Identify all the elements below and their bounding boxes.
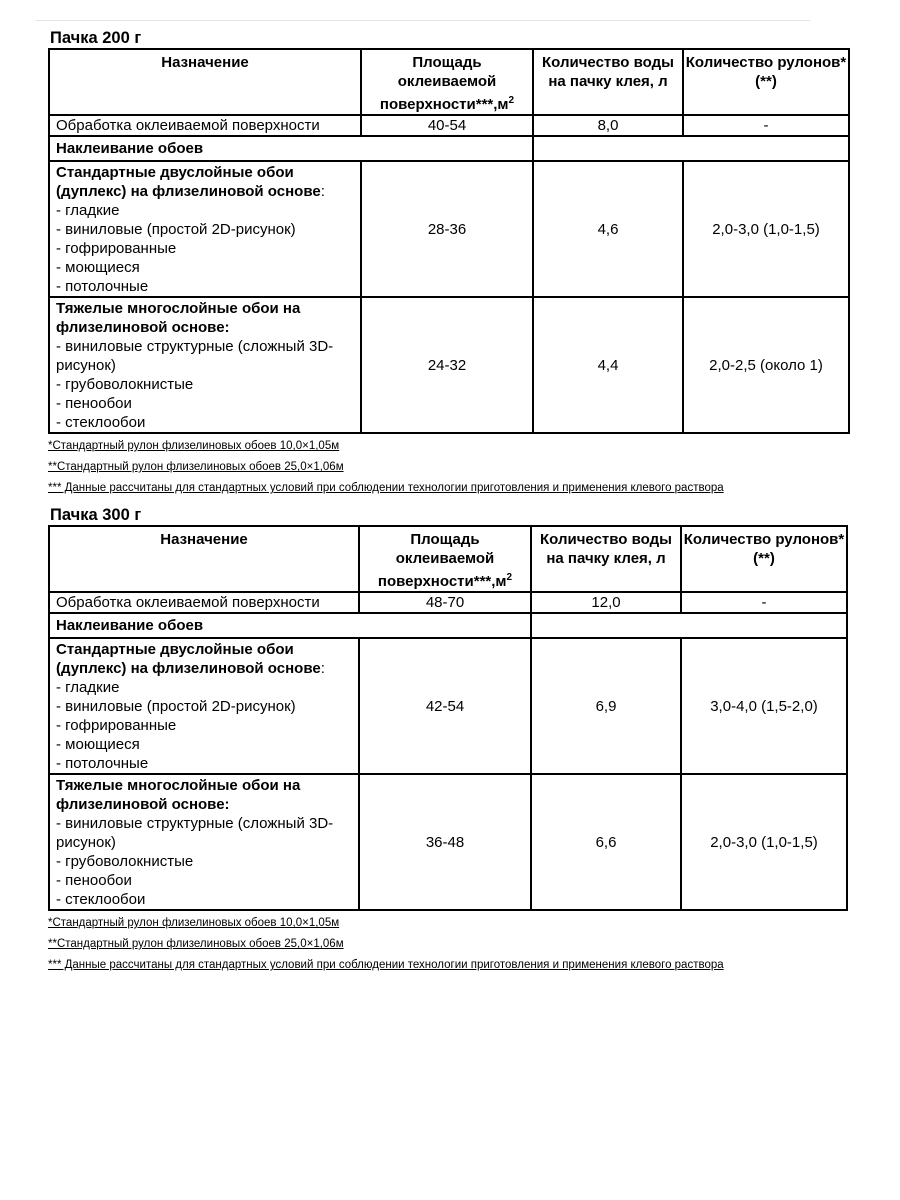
header-water: Количество воды на пачку клея, л <box>533 49 683 115</box>
cell-water: 4,4 <box>533 297 683 433</box>
group-title: Тяжелые многослойные обои на флизелиновой основе: <box>56 777 301 813</box>
footnote: *Стандартный рулон флизелиновых обоев 10,0×1,05м <box>48 917 340 929</box>
cell-area: 42-54 <box>359 638 531 774</box>
section-row <box>49 136 849 161</box>
list-item: - моющиеся <box>56 736 140 753</box>
top-divider <box>36 20 810 21</box>
cell-area: 36-48 <box>359 774 531 910</box>
list-item: - гладкие <box>56 202 120 219</box>
list-item: - стеклообои <box>56 891 146 908</box>
header-rolls: Количество рулонов*(**) <box>681 526 847 592</box>
cell-rolls: - <box>683 115 849 136</box>
footnote: *** Данные рассчитаны для стандартных условий при соблюдении технологии приготовления и применения клевого раствора <box>48 482 724 494</box>
section-label: Наклеивание обоев <box>49 613 531 638</box>
header-purpose: Назначение <box>49 526 359 592</box>
cell-area: 24-32 <box>361 297 533 433</box>
list-item: - гофрированные <box>56 240 177 257</box>
section-title: Пачка 300 г <box>50 506 142 524</box>
section-label: Наклеивание обоев <box>49 136 533 161</box>
cell-rolls: - <box>681 592 847 613</box>
section-row <box>49 613 847 638</box>
wallpaper-group-cell <box>49 774 359 910</box>
table-row <box>49 638 847 774</box>
wallpaper-group-cell <box>49 297 361 433</box>
cell-water: 6,9 <box>531 638 681 774</box>
pack-200-section <box>48 29 850 502</box>
cell-water: 8,0 <box>533 115 683 136</box>
header-row <box>49 526 847 592</box>
row-label: Обработка оклеиваемой поверхности <box>49 115 361 136</box>
cell-area: 48-70 <box>359 592 531 613</box>
table-row <box>49 592 847 613</box>
cell-water: 6,6 <box>531 774 681 910</box>
footnote: **Стандартный рулон флизелиновых обоев 25,0×1,06м <box>48 938 344 950</box>
footnote: *** Данные рассчитаны для стандартных условий при соблюдении технологии приготовления и применения клевого раствора <box>48 959 724 971</box>
section-empty-cell <box>531 613 847 638</box>
list-item: - стеклообои <box>56 414 146 431</box>
adhesive-table <box>48 48 850 434</box>
adhesive-table <box>48 525 848 911</box>
group-title: Тяжелые многослойные обои на флизелиновой основе: <box>56 300 301 336</box>
group-title: Стандартные двуслойные обои (дуплекс) на флизелиновой основе: <box>56 641 325 677</box>
section-empty-cell <box>533 136 849 161</box>
table-row <box>49 161 849 297</box>
cell-rolls: 2,0-3,0 (1,0-1,5) <box>683 161 849 297</box>
cell-rolls: 3,0-4,0 (1,5-2,0) <box>681 638 847 774</box>
list-item: - виниловые (простой 2D-рисунок) <box>56 698 296 715</box>
list-item: - виниловые структурные (сложный 3D-рисунок) <box>56 338 334 374</box>
list-item: - грубоволокнистые <box>56 376 194 393</box>
wallpaper-group-cell <box>49 638 359 774</box>
cell-rolls: 2,0-2,5 (около 1) <box>683 297 849 433</box>
list-item: - грубоволокнистые <box>56 853 194 870</box>
list-item: - пенообои <box>56 395 132 412</box>
cell-water: 12,0 <box>531 592 681 613</box>
cell-area: 28-36 <box>361 161 533 297</box>
cell-rolls: 2,0-3,0 (1,0-1,5) <box>681 774 847 910</box>
list-item: - потолочные <box>56 278 149 295</box>
list-item: - моющиеся <box>56 259 140 276</box>
cell-area: 40-54 <box>361 115 533 136</box>
wallpaper-group-cell <box>49 161 361 297</box>
list-item: - потолочные <box>56 755 149 772</box>
list-item: - гладкие <box>56 679 120 696</box>
footnotes <box>48 916 848 979</box>
header-water: Количество воды на пачку клея, л <box>531 526 681 592</box>
table-row <box>49 774 847 910</box>
pack-300-section <box>48 506 848 979</box>
list-item: - пенообои <box>56 872 132 889</box>
table-row <box>49 297 849 433</box>
list-item: - виниловые структурные (сложный 3D-рисунок) <box>56 815 334 851</box>
header-row <box>49 49 849 115</box>
list-item: - виниловые (простой 2D-рисунок) <box>56 221 296 238</box>
table-row <box>49 115 849 136</box>
row-label: Обработка оклеиваемой поверхности <box>49 592 359 613</box>
cell-water: 4,6 <box>533 161 683 297</box>
footnote: *Стандартный рулон флизелиновых обоев 10,0×1,05м <box>48 440 340 452</box>
header-area: Площадь оклеиваемой $поверхности***,м^2$ <box>359 526 531 592</box>
header-area: Площадь оклеиваемой $поверхности***,м^2$ <box>361 49 533 115</box>
header-purpose: Назначение <box>49 49 361 115</box>
footnotes <box>48 439 850 502</box>
footnote: **Стандартный рулон флизелиновых обоев 25,0×1,06м <box>48 461 344 473</box>
list-item: - гофрированные <box>56 717 177 734</box>
header-rolls: Количество рулонов*(**) <box>683 49 849 115</box>
group-title: Стандартные двуслойные обои (дуплекс) на флизелиновой основе: <box>56 164 325 200</box>
section-title: Пачка 200 г <box>50 29 142 47</box>
